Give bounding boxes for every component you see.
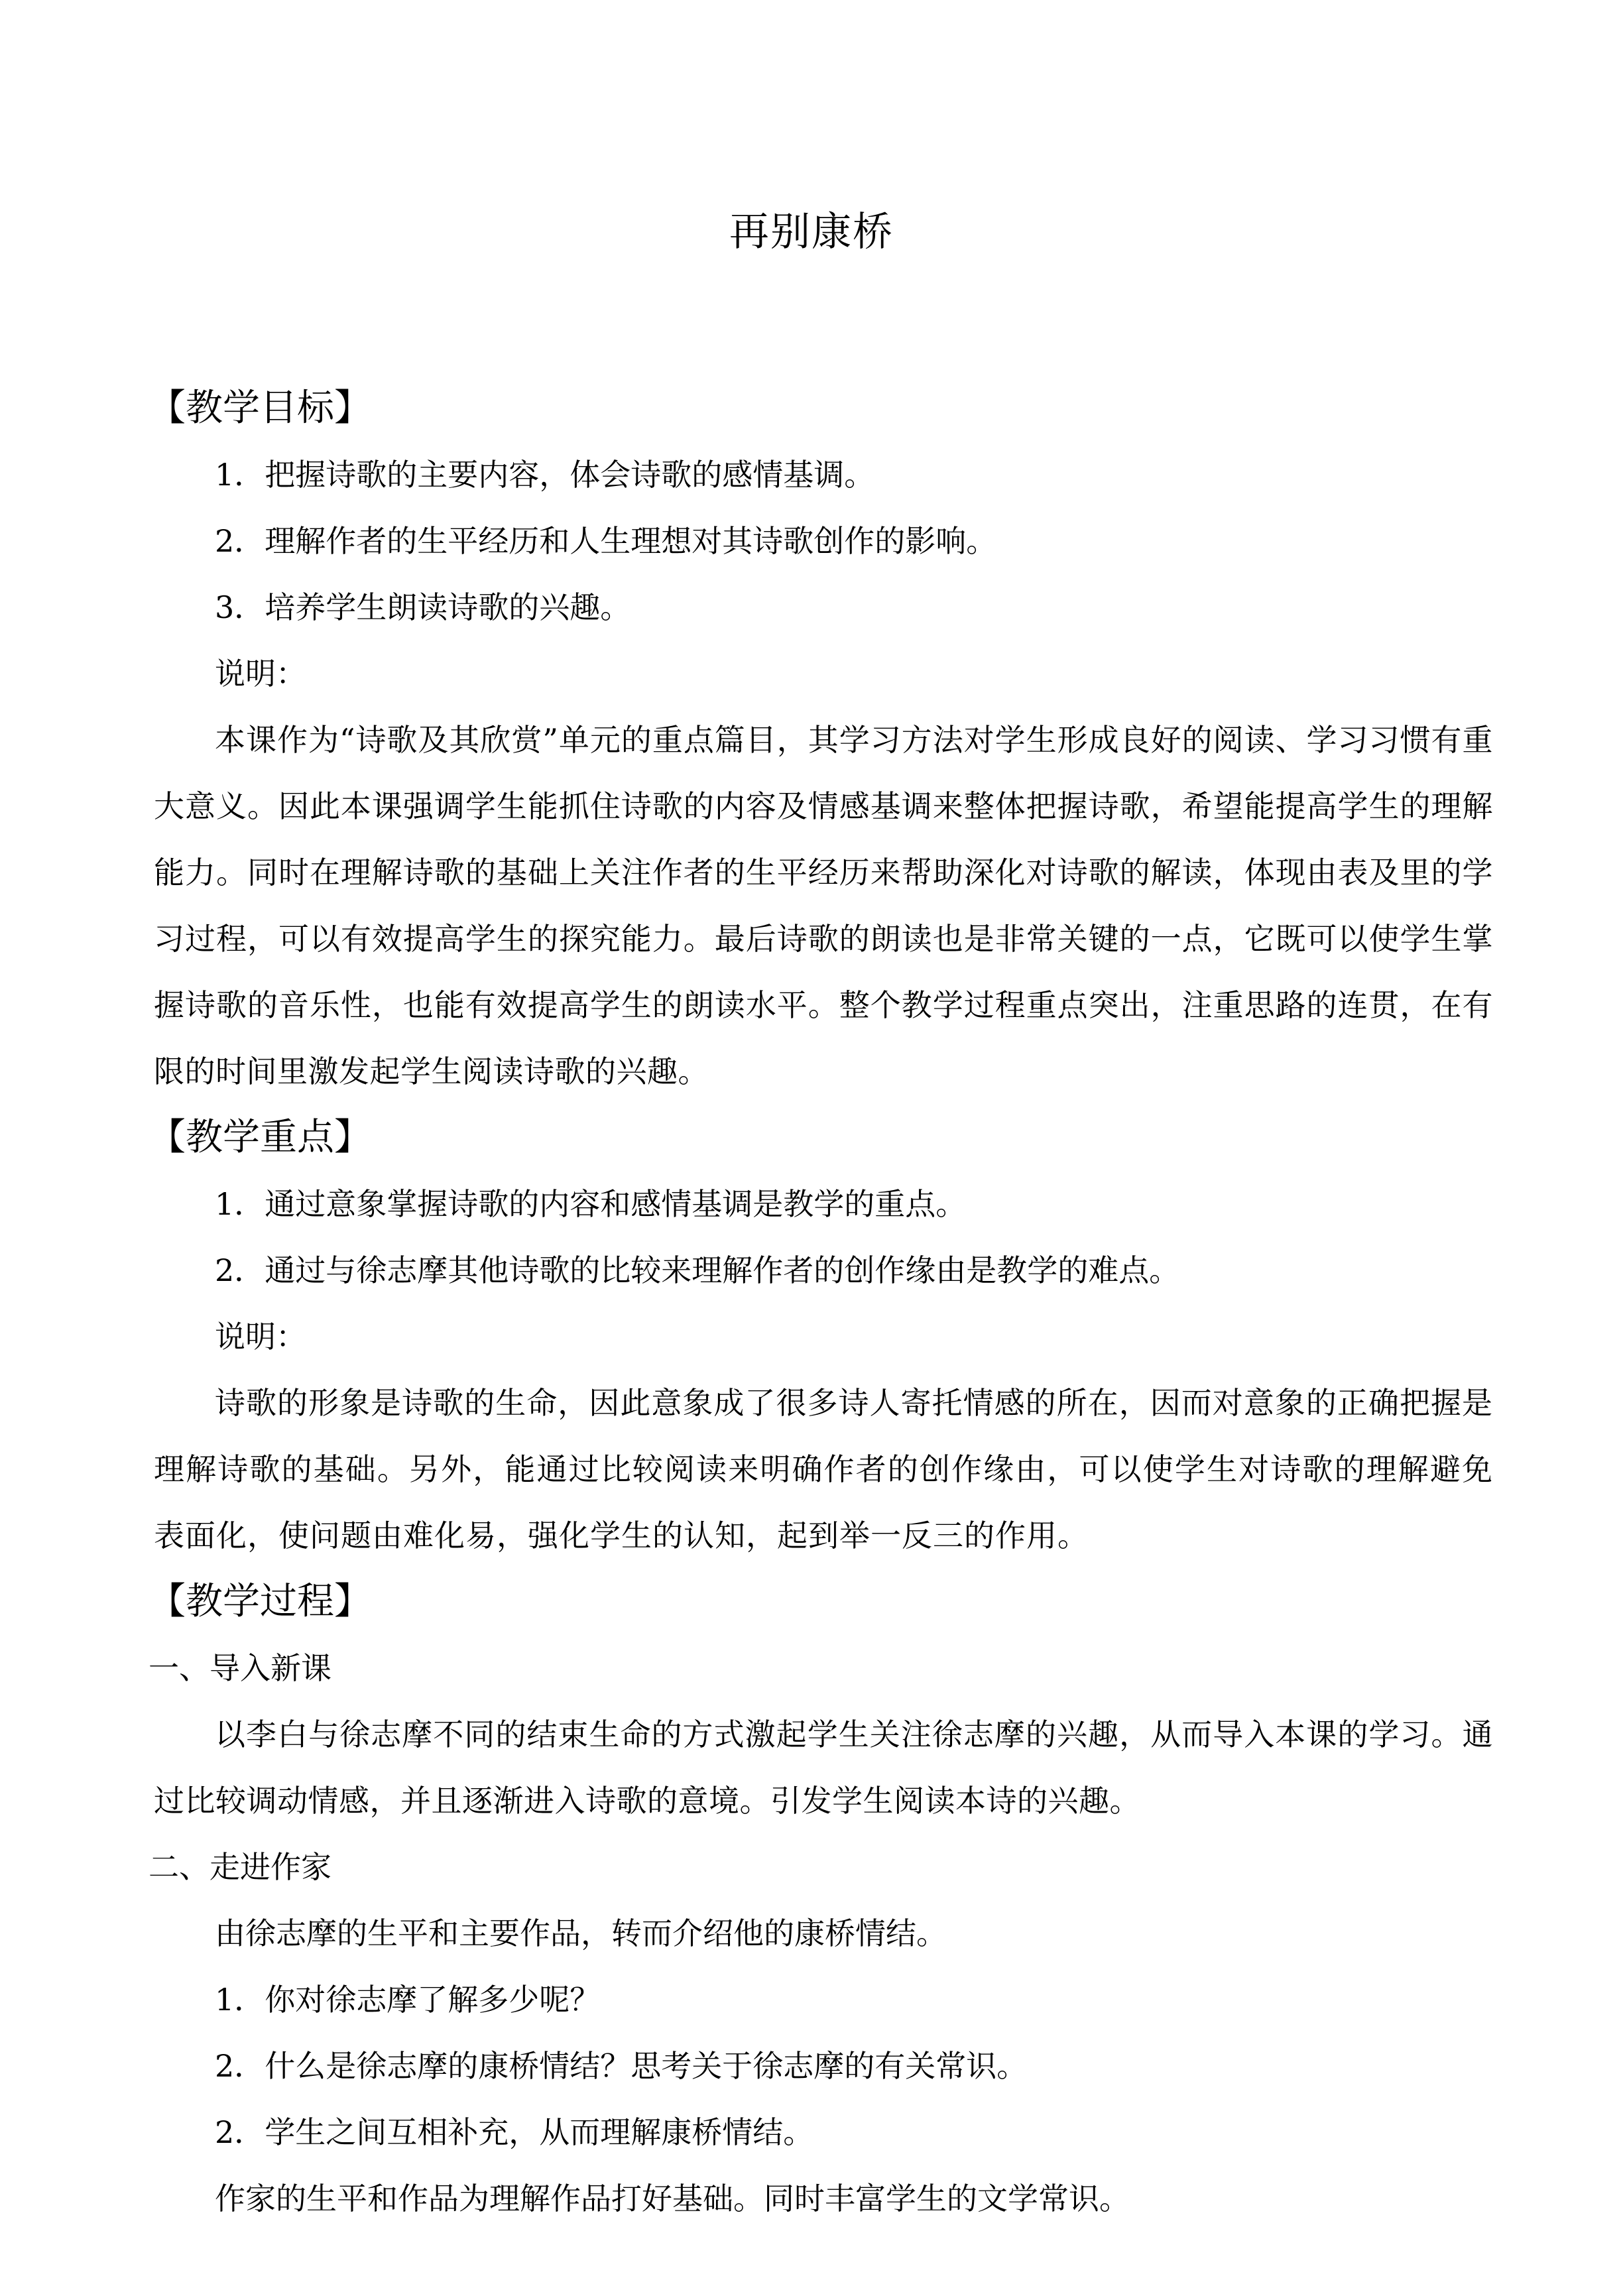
process-part2-heading: 二、走进作家 [149,1849,331,1885]
list-item: 2．通过与徐志摩其他诗歌的比较来理解作者的创作缘由是教学的难点。 [215,1252,1180,1288]
list-item: 2．理解作者的生平经历和人生理想对其诗歌创作的影响。 [215,523,997,559]
list-item: 3．培养学生朗读诗歌的兴趣。 [215,589,631,625]
objectives-note-paragraph: 本课作为“诗歌及其欣赏”单元的重点篇目，其学习方法对学生形成良好的阅读、学习习惯有重大意义。因此本课强调学生能抓住诗歌的内容及情感基调来整体把握诗歌，希望能提高学生的理解能力。同时在理解诗歌的基础上关注作者的生平经历来帮助深化对诗歌的解读，体现由表及里的学习过程，可以有效提高学生的探究能力。最后诗歌的朗读也是非常关键的一点，它既可以使学生掌握诗歌的音乐性，也能有效提高学生的朗读水平。整个教学过程重点突出，注重思路的连贯，在有限的时间里激发起学生阅读诗歌的兴趣。 [154,722,1493,1089]
list-item: 2．学生之间互相补充，从而理解康桥情结。 [215,2114,814,2150]
list-item: 1．把握诗歌的主要内容，体会诗歌的感情基调。 [215,457,875,493]
process-part2-summary: 作家的生平和作品为理解作品打好基础。同时丰富学生的文学常识。 [215,2181,1130,2216]
list-item: 1．你对徐志摩了解多少呢？ [215,1982,601,2018]
document-title: 再别康桥 [729,209,894,255]
process-part1-heading: 一、导入新课 [149,1650,331,1686]
process-heading: 【教学过程】 [149,1580,371,1623]
document-body [149,375,1493,2232]
note-label: 说明： [215,656,306,692]
process-part1-paragraph: 以李白与徐志摩不同的结束生命的方式激起学生关注徐志摩的兴趣，从而导入本课的学习。通过比较调动情感，并且逐渐进入诗歌的意境。引发学生阅读本诗的兴趣。 [154,1717,1493,1819]
objectives-heading: 【教学目标】 [149,387,371,430]
list-item: 1．通过意象掌握诗歌的内容和感情基调是教学的重点。 [215,1186,967,1222]
note-label: 说明： [215,1319,306,1355]
process-part2-intro: 由徐志摩的生平和主要作品，转而介绍他的康桥情结。 [215,1915,947,1951]
key-points-heading: 【教学重点】 [149,1116,371,1159]
key-points-note-paragraph: 诗歌的形象是诗歌的生命，因此意象成了很多诗人寄托情感的所在，因而对意象的正确把握是理解诗歌的基础。另外，能通过比较阅读来明确作者的创作缘由，可以使学生对诗歌的理解避免表面化，使问题由难化易，强化学生的认知，起到举一反三的作用。 [154,1385,1493,1553]
list-item: 2．什么是徐志摩的康桥情结？思考关于徐志摩的有关常识。 [215,2048,1028,2084]
